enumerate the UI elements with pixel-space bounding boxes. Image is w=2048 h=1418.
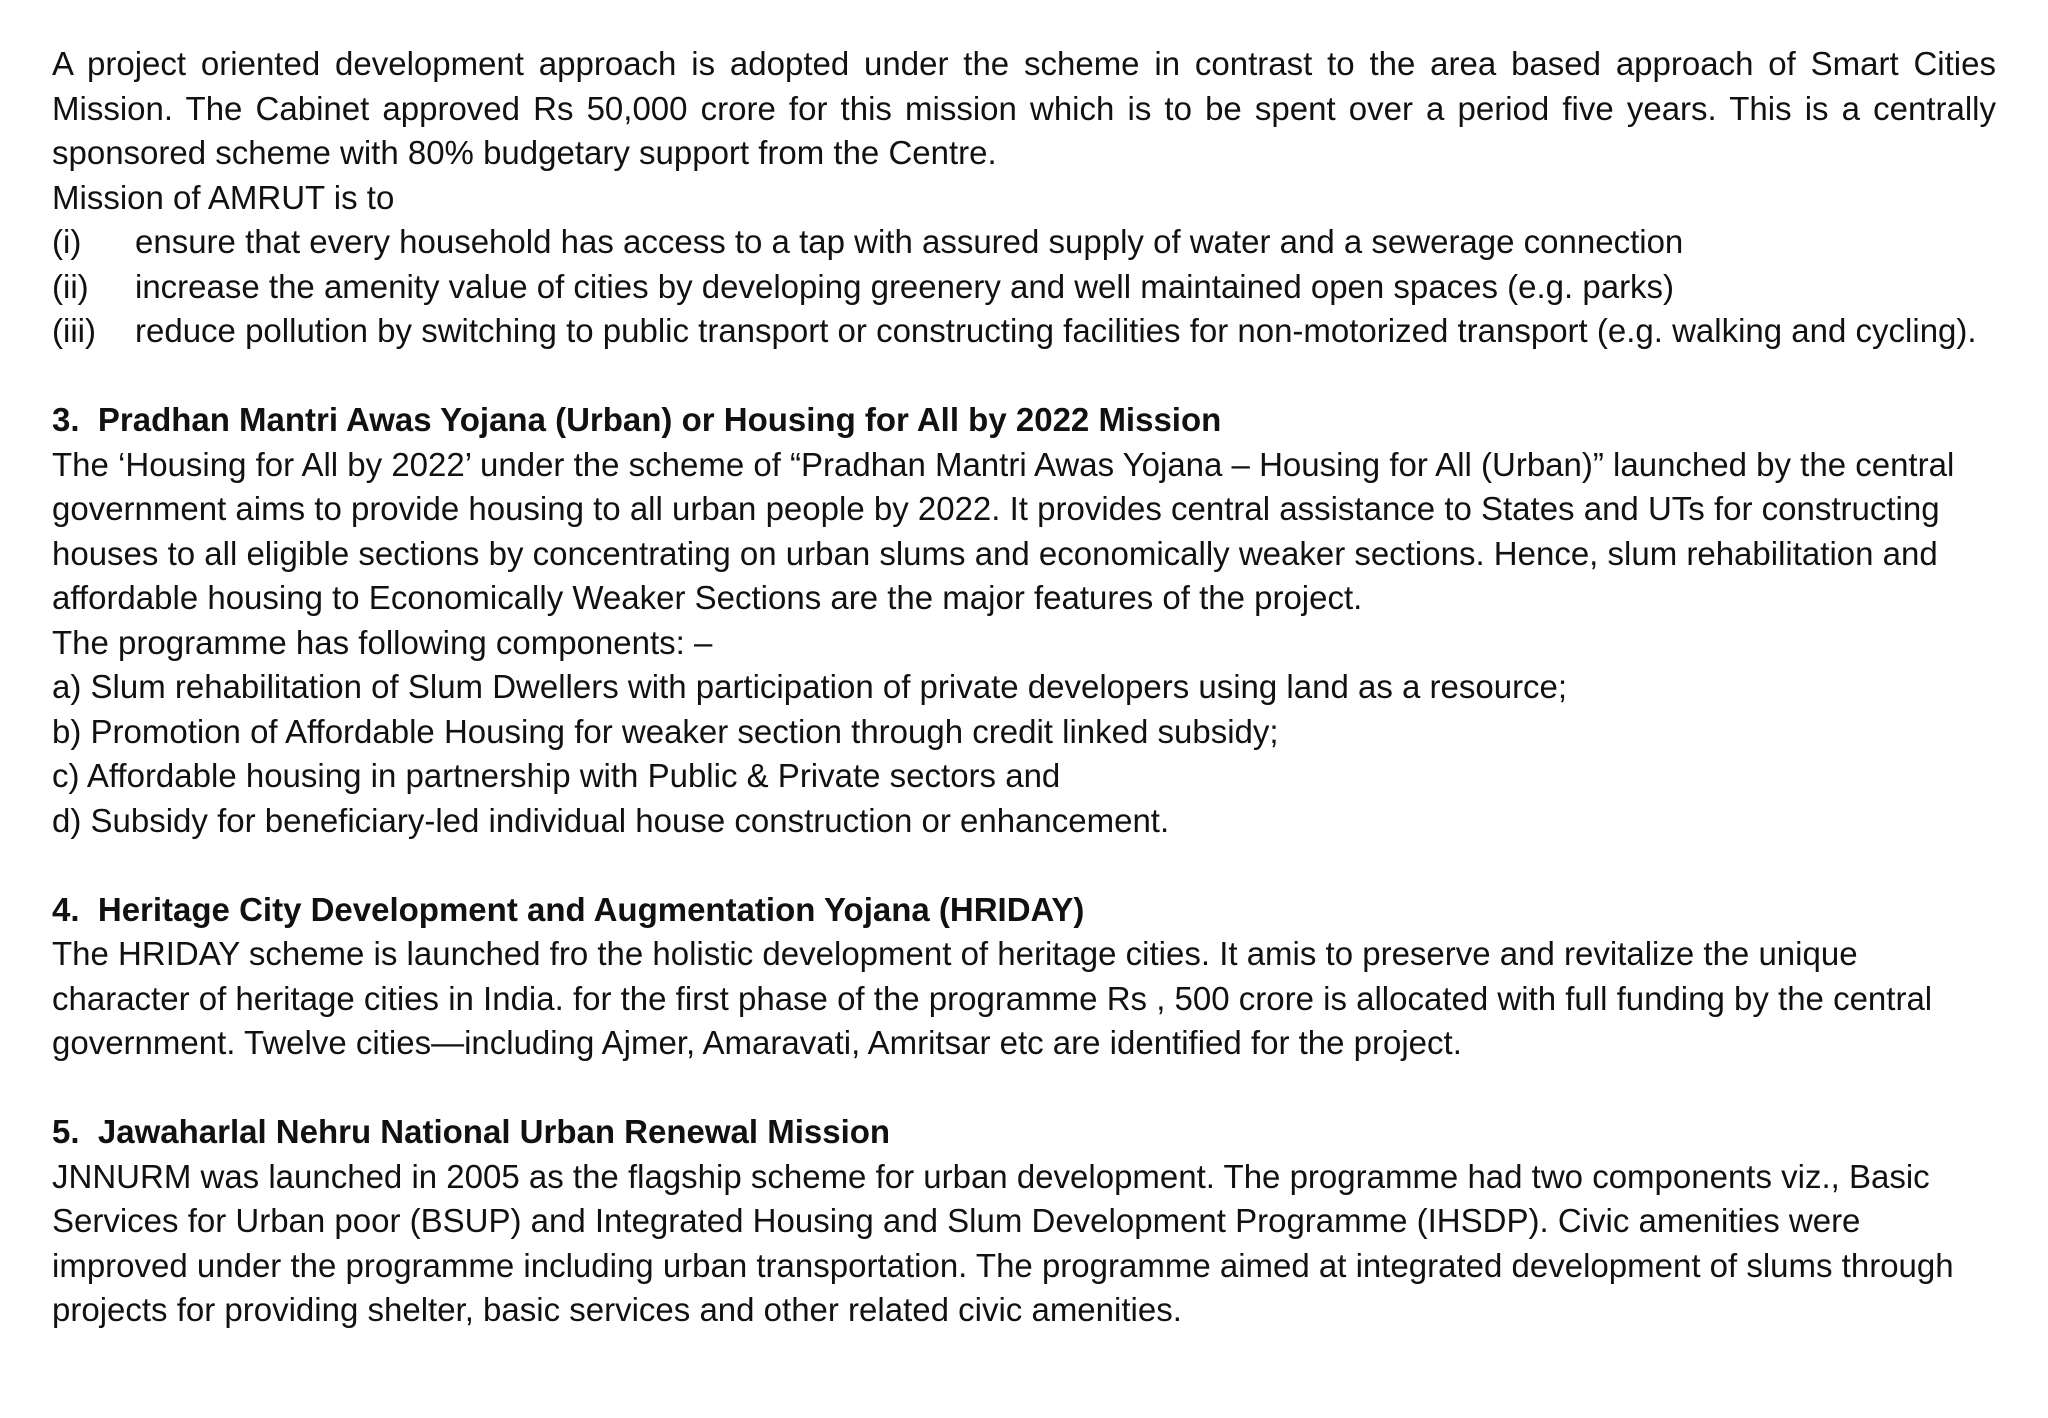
section-spacer <box>52 1066 1996 1111</box>
jnnurm-body-paragraph: JNNURM was launched in 2005 as the flagship scheme for urban development. The programme had two components viz., Basic Services for Urban poor (BSUP) and Integrated Housing and Slum Development Programme (IHSDP). Civic amenities were improved under the programme including urban transportation. The programme aimed at integrated development of slums through projects for providing shelter, basic services and other related civic amenities. <box>52 1157 1954 1328</box>
list-item: a) Slum rehabilitation of Slum Dwellers with participation of private developers using land as a resource; <box>52 668 1568 705</box>
list-marker: (i) <box>52 223 82 260</box>
pmay-components-list <box>52 665 1996 843</box>
section-spacer <box>52 354 1996 399</box>
list-item-text: reduce pollution by switching to public transport or constructing facilities for non-motorized transport (e.g. walking and cycling). <box>135 312 1977 349</box>
pmay-section <box>52 398 1996 843</box>
pmay-components-label: The programme has following components: – <box>52 623 713 661</box>
amrut-intro-paragraph: A project oriented development approach is adopted under the scheme in contrast to the area based approach of Smart Cities Mission. The Cabinet approved Rs 50,000 crore for this mission which is to be spent over a period five years. This is a centrally sponsored scheme with 80% budgetary support from the Centre. <box>52 45 1996 171</box>
document-page <box>52 42 1996 1333</box>
section-heading: 4. Heritage City Development and Augmentation Yojana (HRIDAY) <box>52 890 1085 928</box>
hriday-body-paragraph: The HRIDAY scheme is launched fro the holistic development of heritage cities. It amis to preserve and revitalize the unique character of heritage cities in India. for the first phase of the programme Rs , 500 crore is allocated with full funding by the central government. Twelve cities—including Ajmer, Amaravati, Amritsar etc are identified for the project. <box>52 935 1933 1061</box>
section-heading: 3. Pradhan Mantri Awas Yojana (Urban) or Housing for All by 2022 Mission <box>52 401 1222 438</box>
amrut-mission-list <box>52 220 1996 354</box>
jnnurm-section <box>52 1110 1996 1333</box>
hriday-section <box>52 888 1996 1066</box>
amrut-mission-label: Mission of AMRUT is to <box>52 178 395 216</box>
pmay-body-paragraph: The ‘Housing for All by 2022’ under the scheme of “Pradhan Mantri Awas Yojana – Housing for All (Urban)” launched by the central government aims to provide housing to all urban people by 2022. It provides central assistance to States and UTs for constructing houses to all eligible sections by concentrating on urban slums and economically weaker sections. Hence, slum rehabilitation and affordable housing to Economically Weaker Sections are the major features of the project. <box>52 445 1955 616</box>
amrut-section <box>52 42 1996 354</box>
list-item <box>52 265 1996 310</box>
list-item <box>52 309 1996 354</box>
list-marker: (iii) <box>52 312 96 349</box>
list-item: c) Affordable housing in partnership with Public & Private sectors and <box>52 757 1061 794</box>
section-spacer <box>52 843 1996 888</box>
list-item <box>52 220 1996 265</box>
section-heading: 5. Jawaharlal Nehru National Urban Renewal Mission <box>52 1113 891 1150</box>
list-marker: (ii) <box>52 267 89 305</box>
list-item-text: ensure that every household has access to a tap with assured supply of water and a sewerage connection <box>135 223 1684 260</box>
list-item-text: increase the amenity value of cities by developing greenery and well maintained open spaces (e.g. parks) <box>135 267 1675 305</box>
list-item: d) Subsidy for beneficiary-led individual house construction or enhancement. <box>52 801 1170 839</box>
list-item: b) Promotion of Affordable Housing for weaker section through credit linked subsidy; <box>52 712 1279 750</box>
